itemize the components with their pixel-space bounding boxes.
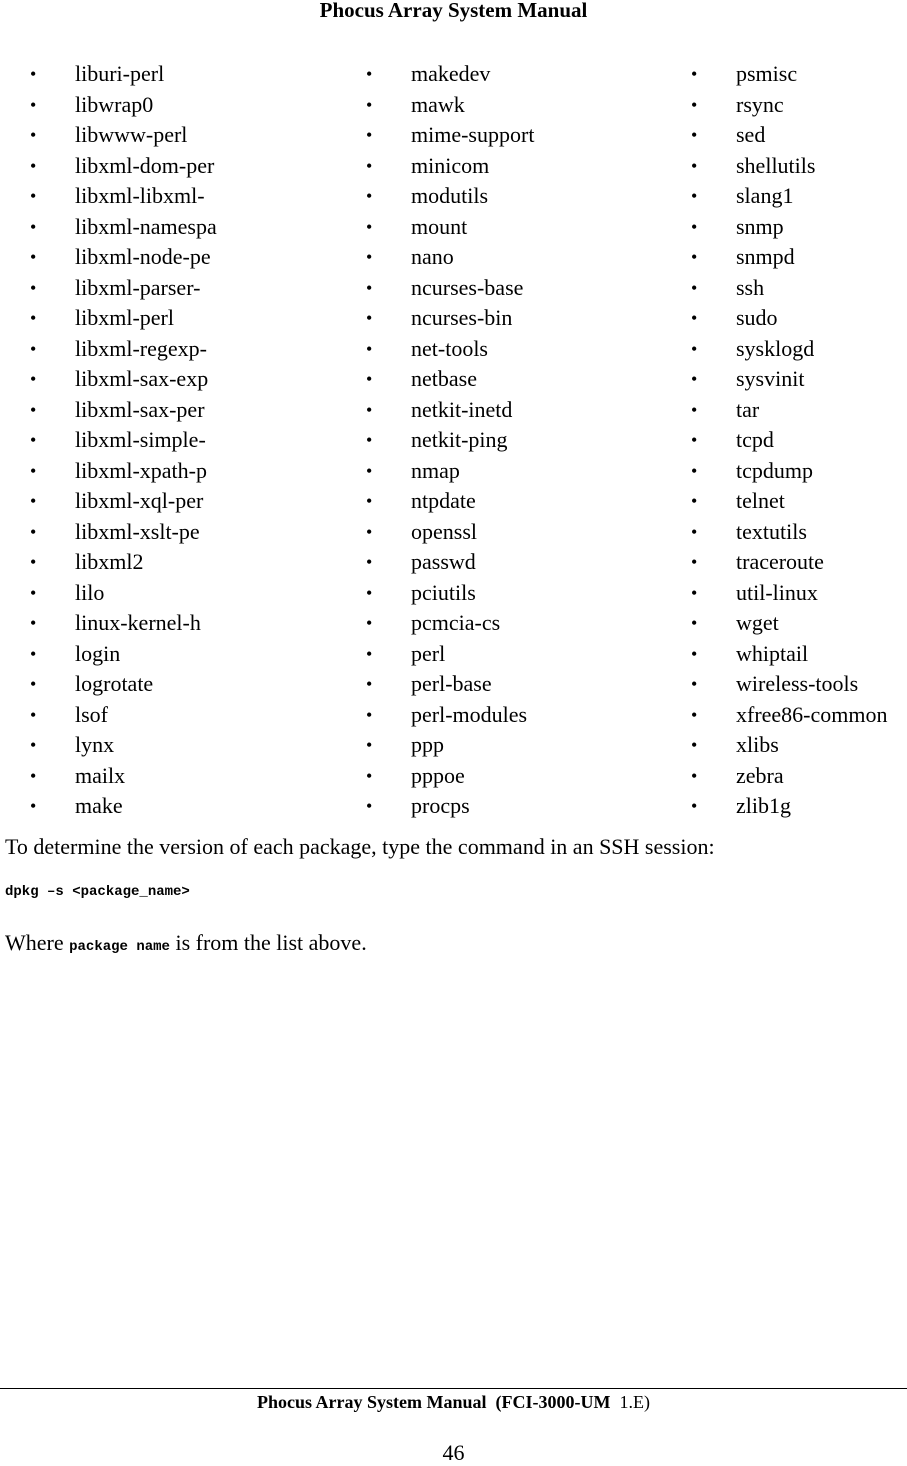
package-name: lynx — [75, 732, 115, 757]
bullet-icon: • — [691, 338, 698, 359]
package-name: netbase — [411, 366, 477, 391]
package-name: snmp — [736, 213, 784, 239]
package-name: libwrap0 — [75, 91, 154, 117]
bullet-icon: • — [691, 94, 698, 115]
bullet-icon: • — [691, 247, 698, 267]
bullet-icon: • — [691, 430, 698, 450]
bullet-icon: • — [30, 308, 37, 328]
bullet-icon: • — [30, 582, 37, 603]
package-name: ntpdate — [411, 488, 476, 513]
page-header-title: Phocus Array System Manual — [319, 0, 588, 22]
package-name: minicom — [411, 152, 490, 178]
package-name: ssh — [736, 274, 765, 300]
bullet-icon: • — [691, 704, 698, 725]
bullet-icon: • — [366, 125, 373, 145]
package-name: ncurses-base — [411, 274, 524, 300]
bullet-icon: • — [30, 338, 37, 359]
package-name: makedev — [411, 61, 491, 86]
package-name: telnet — [736, 488, 785, 513]
package-name: ncurses-bin — [411, 305, 513, 330]
bullet-icon: • — [30, 369, 37, 389]
package-name: tar — [736, 396, 760, 422]
footer-version: 1.E) — [619, 1392, 650, 1412]
package-name: netkit-ping — [411, 427, 508, 452]
package-name: libxml2 — [75, 549, 144, 574]
package-name: libxml-xql-per — [75, 488, 204, 513]
bullet-icon: • — [366, 521, 373, 542]
package-name: sysvinit — [736, 366, 805, 391]
where-prefix: Where — [5, 930, 70, 955]
bullet-icon: • — [691, 613, 698, 633]
bullet-icon: • — [30, 430, 37, 450]
bullet-icon: • — [691, 308, 698, 328]
package-name: libxml-parser- — [75, 274, 201, 300]
bullet-icon: • — [366, 643, 373, 664]
package-name: openssl — [411, 518, 477, 544]
package-name: mount — [411, 213, 468, 239]
package-name: shellutils — [736, 152, 816, 178]
package-name: libxml-regexp- — [75, 335, 207, 361]
package-name: perl-base — [411, 671, 492, 696]
bullet-icon: • — [366, 430, 373, 450]
bullet-icon: • — [30, 399, 37, 420]
package-name: tcpd — [736, 427, 774, 452]
package-name: sed — [736, 122, 766, 147]
package-name: libxml-libxml- — [75, 183, 205, 208]
package-name: util-linux — [736, 579, 818, 605]
package-name: make — [75, 793, 123, 818]
bullet-icon: • — [366, 765, 373, 786]
bullet-icon: • — [691, 582, 698, 603]
package-name: libxml-perl — [75, 305, 174, 330]
package-name: libxml-sax-exp — [75, 366, 209, 391]
footer-doc-id: (FCI-3000-UM — [495, 1392, 611, 1412]
package-name: mime-support — [411, 122, 535, 147]
bullet-icon: • — [691, 125, 698, 145]
package-name: libxml-xpath-p — [75, 457, 207, 483]
bullet-icon: • — [366, 216, 373, 237]
bullet-icon: • — [30, 613, 37, 633]
package-name: wget — [736, 610, 779, 635]
bullet-icon: • — [366, 64, 373, 84]
package-name: zlib1g — [736, 793, 791, 818]
bullet-icon: • — [691, 735, 698, 755]
package-name: libxml-sax-per — [75, 396, 205, 422]
bullet-icon: • — [30, 521, 37, 542]
package-name: modutils — [411, 183, 489, 208]
bullet-icon: • — [30, 796, 37, 816]
bullet-icon: • — [366, 613, 373, 633]
bullet-icon: • — [30, 186, 37, 206]
bullet-icon: • — [366, 308, 373, 328]
package-name: net-tools — [411, 335, 488, 361]
package-name: libxml-xslt-pe — [75, 518, 200, 544]
bullet-icon: • — [366, 460, 373, 481]
footer-title: Phocus Array System Manual — [257, 1392, 487, 1412]
package-name: passwd — [411, 549, 476, 574]
bullet-icon: • — [30, 491, 37, 511]
package-name: netkit-inetd — [411, 396, 513, 422]
bullet-icon: • — [366, 491, 373, 511]
package-name: tcpdump — [736, 457, 813, 483]
package-name: libxml-namespa — [75, 213, 217, 239]
package-name: zebra — [736, 762, 784, 788]
package-name: lsof — [75, 701, 108, 727]
package-name: nano — [411, 244, 454, 269]
bullet-icon: • — [366, 674, 373, 694]
bullet-icon: • — [691, 186, 698, 206]
package-name: traceroute — [736, 549, 824, 574]
page-footer — [0, 1392, 907, 1413]
bullet-icon: • — [30, 552, 37, 572]
where-paragraph — [5, 930, 367, 956]
bullet-icon: • — [691, 216, 698, 237]
package-name: textutils — [736, 518, 807, 544]
bullet-icon: • — [691, 399, 698, 420]
package-name: wireless-tools — [736, 671, 859, 696]
bullet-icon: • — [691, 521, 698, 542]
bullet-icon: • — [366, 277, 373, 298]
package-name: pcmcia-cs — [411, 610, 501, 635]
package-name: libwww-perl — [75, 122, 188, 147]
package-name: sudo — [736, 305, 778, 330]
bullet-icon: • — [691, 796, 698, 816]
package-name: mailx — [75, 762, 126, 788]
package-name: snmpd — [736, 244, 795, 269]
bullet-icon: • — [691, 369, 698, 389]
where-suffix: is from the list above. — [169, 930, 367, 955]
package-name: perl-modules — [411, 701, 528, 727]
bullet-icon: • — [691, 155, 698, 176]
package-name: perl — [411, 640, 446, 666]
footer-divider — [0, 1388, 907, 1389]
bullet-icon: • — [366, 735, 373, 755]
bullet-icon: • — [366, 338, 373, 359]
bullet-icon: • — [30, 125, 37, 145]
bullet-icon: • — [691, 552, 698, 572]
bullet-icon: • — [366, 94, 373, 115]
bullet-icon: • — [30, 460, 37, 481]
package-name: nmap — [411, 457, 460, 483]
bullet-icon: • — [30, 765, 37, 786]
bullet-icon: • — [691, 491, 698, 511]
package-name-code: package name — [69, 939, 170, 955]
package-name: mawk — [411, 91, 465, 117]
bullet-icon: • — [30, 247, 37, 267]
bullet-icon: • — [366, 155, 373, 176]
package-name: xfree86-common — [736, 701, 888, 727]
package-name: lilo — [75, 579, 105, 605]
bullet-icon: • — [366, 796, 373, 816]
bullet-icon: • — [691, 460, 698, 481]
bullet-icon: • — [30, 735, 37, 755]
package-name: whiptail — [736, 640, 809, 666]
bullet-icon: • — [30, 94, 37, 115]
bullet-icon: • — [30, 643, 37, 664]
bullet-icon: • — [30, 155, 37, 176]
package-name: pciutils — [411, 579, 476, 605]
package-name: liburi-perl — [75, 61, 165, 86]
package-name: procps — [411, 793, 470, 818]
package-name: libxml-dom-per — [75, 152, 215, 178]
package-name: libxml-node-pe — [75, 244, 211, 269]
bullet-icon: • — [30, 216, 37, 237]
bullet-icon: • — [366, 186, 373, 206]
package-name: logrotate — [75, 671, 154, 696]
bullet-icon: • — [30, 704, 37, 725]
bullet-icon: • — [691, 643, 698, 664]
bullet-icon: • — [366, 247, 373, 267]
bullet-icon: • — [691, 674, 698, 694]
bullet-icon: • — [366, 582, 373, 603]
bullet-icon: • — [366, 399, 373, 420]
command-example: dpkg –s <package_name> — [5, 884, 190, 900]
bullet-icon: • — [30, 64, 37, 84]
package-name: login — [75, 640, 121, 666]
package-name: pppoe — [411, 762, 465, 788]
bullet-icon: • — [30, 277, 37, 298]
bullet-icon: • — [691, 765, 698, 786]
bullet-icon: • — [691, 277, 698, 298]
package-name: xlibs — [736, 732, 779, 757]
bullet-icon: • — [366, 369, 373, 389]
package-name: libxml-simple- — [75, 427, 206, 452]
intro-paragraph: To determine the version of each package, type the command in an SSH session: — [5, 834, 715, 859]
page-number: 46 — [442, 1440, 465, 1465]
bullet-icon: • — [366, 704, 373, 725]
bullet-icon: • — [366, 552, 373, 572]
package-name: sysklogd — [736, 335, 815, 361]
package-name: ppp — [411, 732, 444, 757]
package-name: rsync — [736, 91, 784, 117]
package-name: psmisc — [736, 61, 798, 86]
bullet-icon: • — [30, 674, 37, 694]
package-name: linux-kernel-h — [75, 610, 201, 635]
bullet-icon: • — [691, 64, 698, 84]
package-name: slang1 — [736, 183, 794, 208]
